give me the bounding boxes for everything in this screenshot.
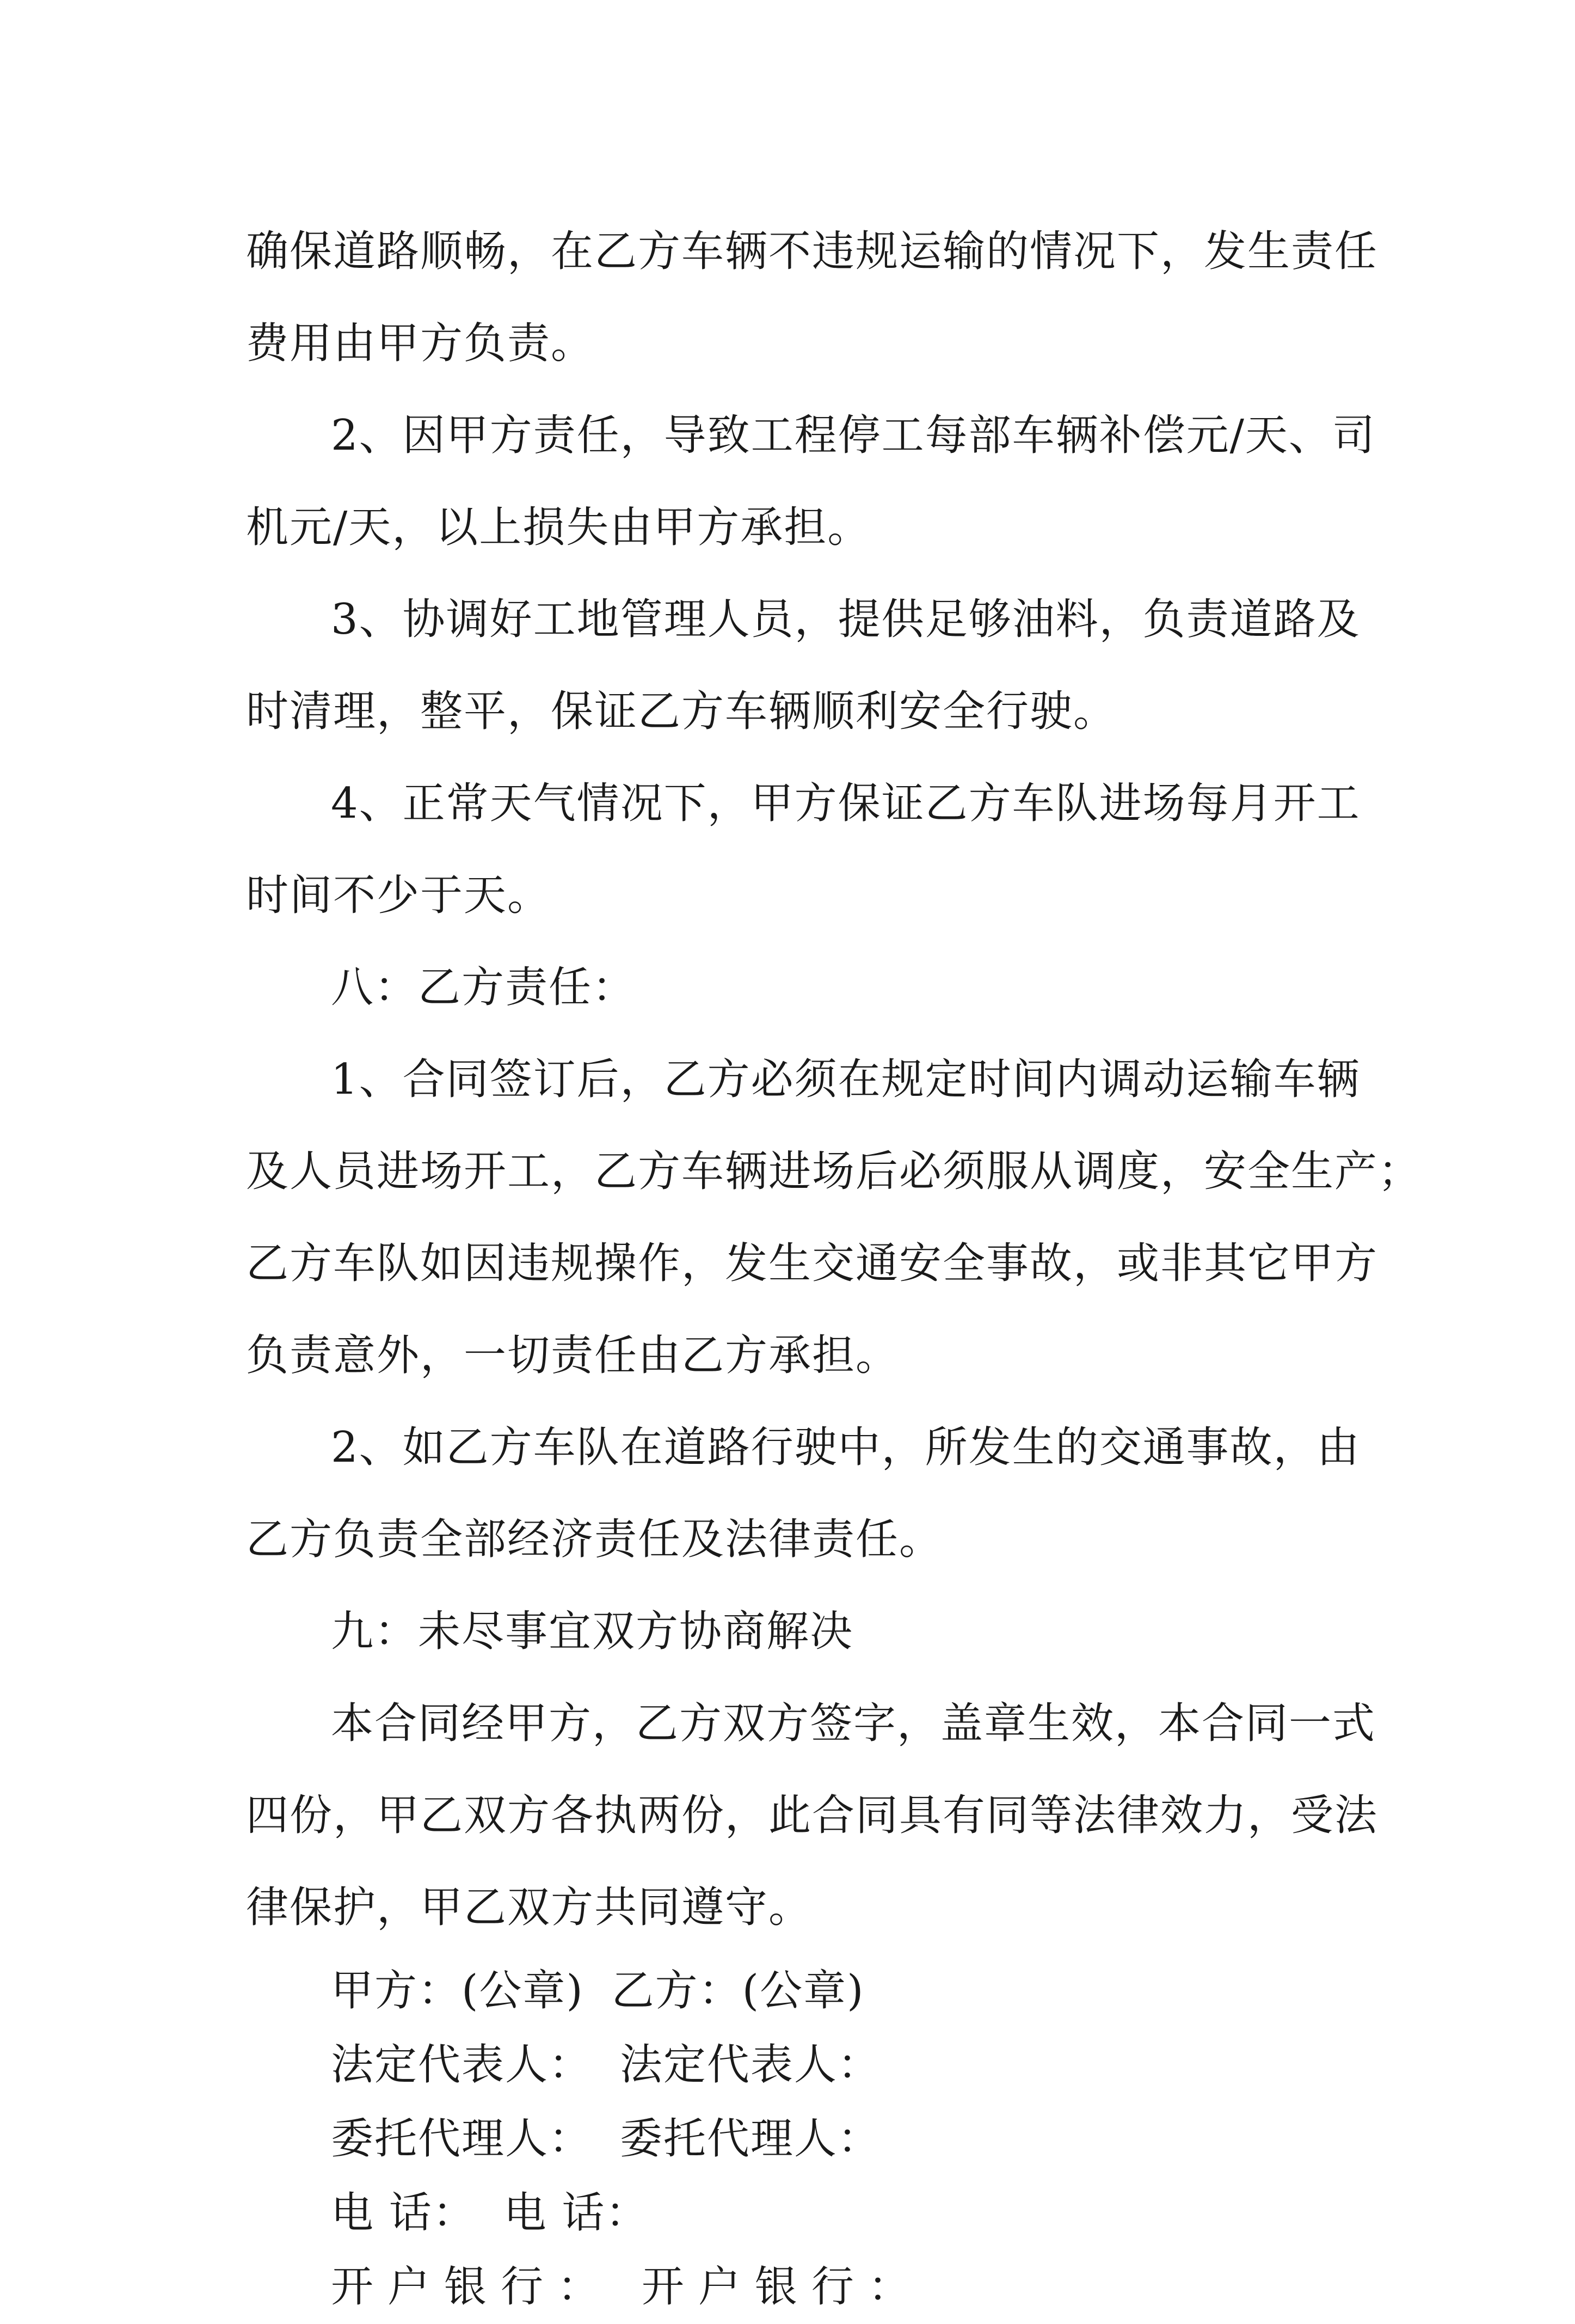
clause-line: 3、协调好工地管理人员，提供足够油料，负责道路及: [331, 595, 1361, 644]
agent-a: 委托代理人：: [331, 2114, 593, 2163]
paragraph-line: 律保护，甲乙双方共同遵守。: [246, 1883, 813, 1932]
section-heading: 八：乙方责任：: [331, 963, 636, 1012]
party-b-seal: 乙方：(公章): [611, 1966, 865, 2015]
signature-agent-row: [246, 2102, 1351, 2176]
party-a-seal: 甲方：(公章): [331, 1966, 584, 2015]
paragraph-line: 时间不少于天。: [246, 871, 551, 920]
paragraph-line: 四份，甲乙双方各执两份，此合同具有同等法律效力，受法: [246, 1791, 1379, 1840]
paragraph-line: 时清理，整平，保证乙方车辆顺利安全行驶。: [246, 687, 1117, 736]
paragraph-line: 及人员进场开工，乙方车辆进场后必须服从调度，安全生产；: [246, 1147, 1422, 1196]
phone-b: 电 话：: [503, 2188, 649, 2237]
clause-line: 2、如乙方车队在道路行驶中，所发生的交通事故，由: [331, 1423, 1361, 1472]
clause-line: 2、因甲方责任，导致工程停工每部车辆补偿元/天、司: [331, 411, 1376, 460]
signature-seal-row: [246, 1954, 1351, 2028]
paragraph-line: 负责意外，一切责任由乙方承担。: [246, 1331, 900, 1380]
legal-rep-b: 法定代表人：: [619, 2040, 881, 2089]
signature-bank-row: [246, 2250, 1351, 2324]
paragraph-line: 机元/天，以上损失由甲方承担。: [246, 503, 871, 552]
bank-b: 开户银行：: [641, 2262, 925, 2311]
paragraph-line: 费用由甲方负责。: [246, 319, 595, 368]
paragraph-line: 确保道路顺畅，在乙方车辆不违规运输的情况下，发生责任: [246, 227, 1379, 276]
signature-phone-row: [246, 2176, 1351, 2250]
paragraph-line: 乙方车队如因违规操作，发生交通安全事故，或非其它甲方: [246, 1239, 1379, 1288]
bank-a: 开户银行：: [331, 2262, 614, 2311]
section-heading: 九：未尽事宜双方协商解决: [331, 1607, 854, 1656]
clause-line: 本合同经甲方，乙方双方签字，盖章生效，本合同一式: [331, 1699, 1376, 1748]
agent-b: 委托代理人：: [619, 2114, 881, 2163]
signature-legal-rep-row: [246, 2028, 1351, 2102]
phone-a: 电 话：: [331, 2188, 476, 2237]
legal-rep-a: 法定代表人：: [331, 2040, 593, 2089]
paragraph-line: 乙方负责全部经济责任及法律责任。: [246, 1515, 943, 1564]
clause-line: 1、合同签订后，乙方必须在规定时间内调动运输车辆: [331, 1055, 1361, 1104]
contract-body: [246, 206, 1422, 2324]
clause-line: 4、正常天气情况下，甲方保证乙方车队进场每月开工: [331, 779, 1361, 828]
